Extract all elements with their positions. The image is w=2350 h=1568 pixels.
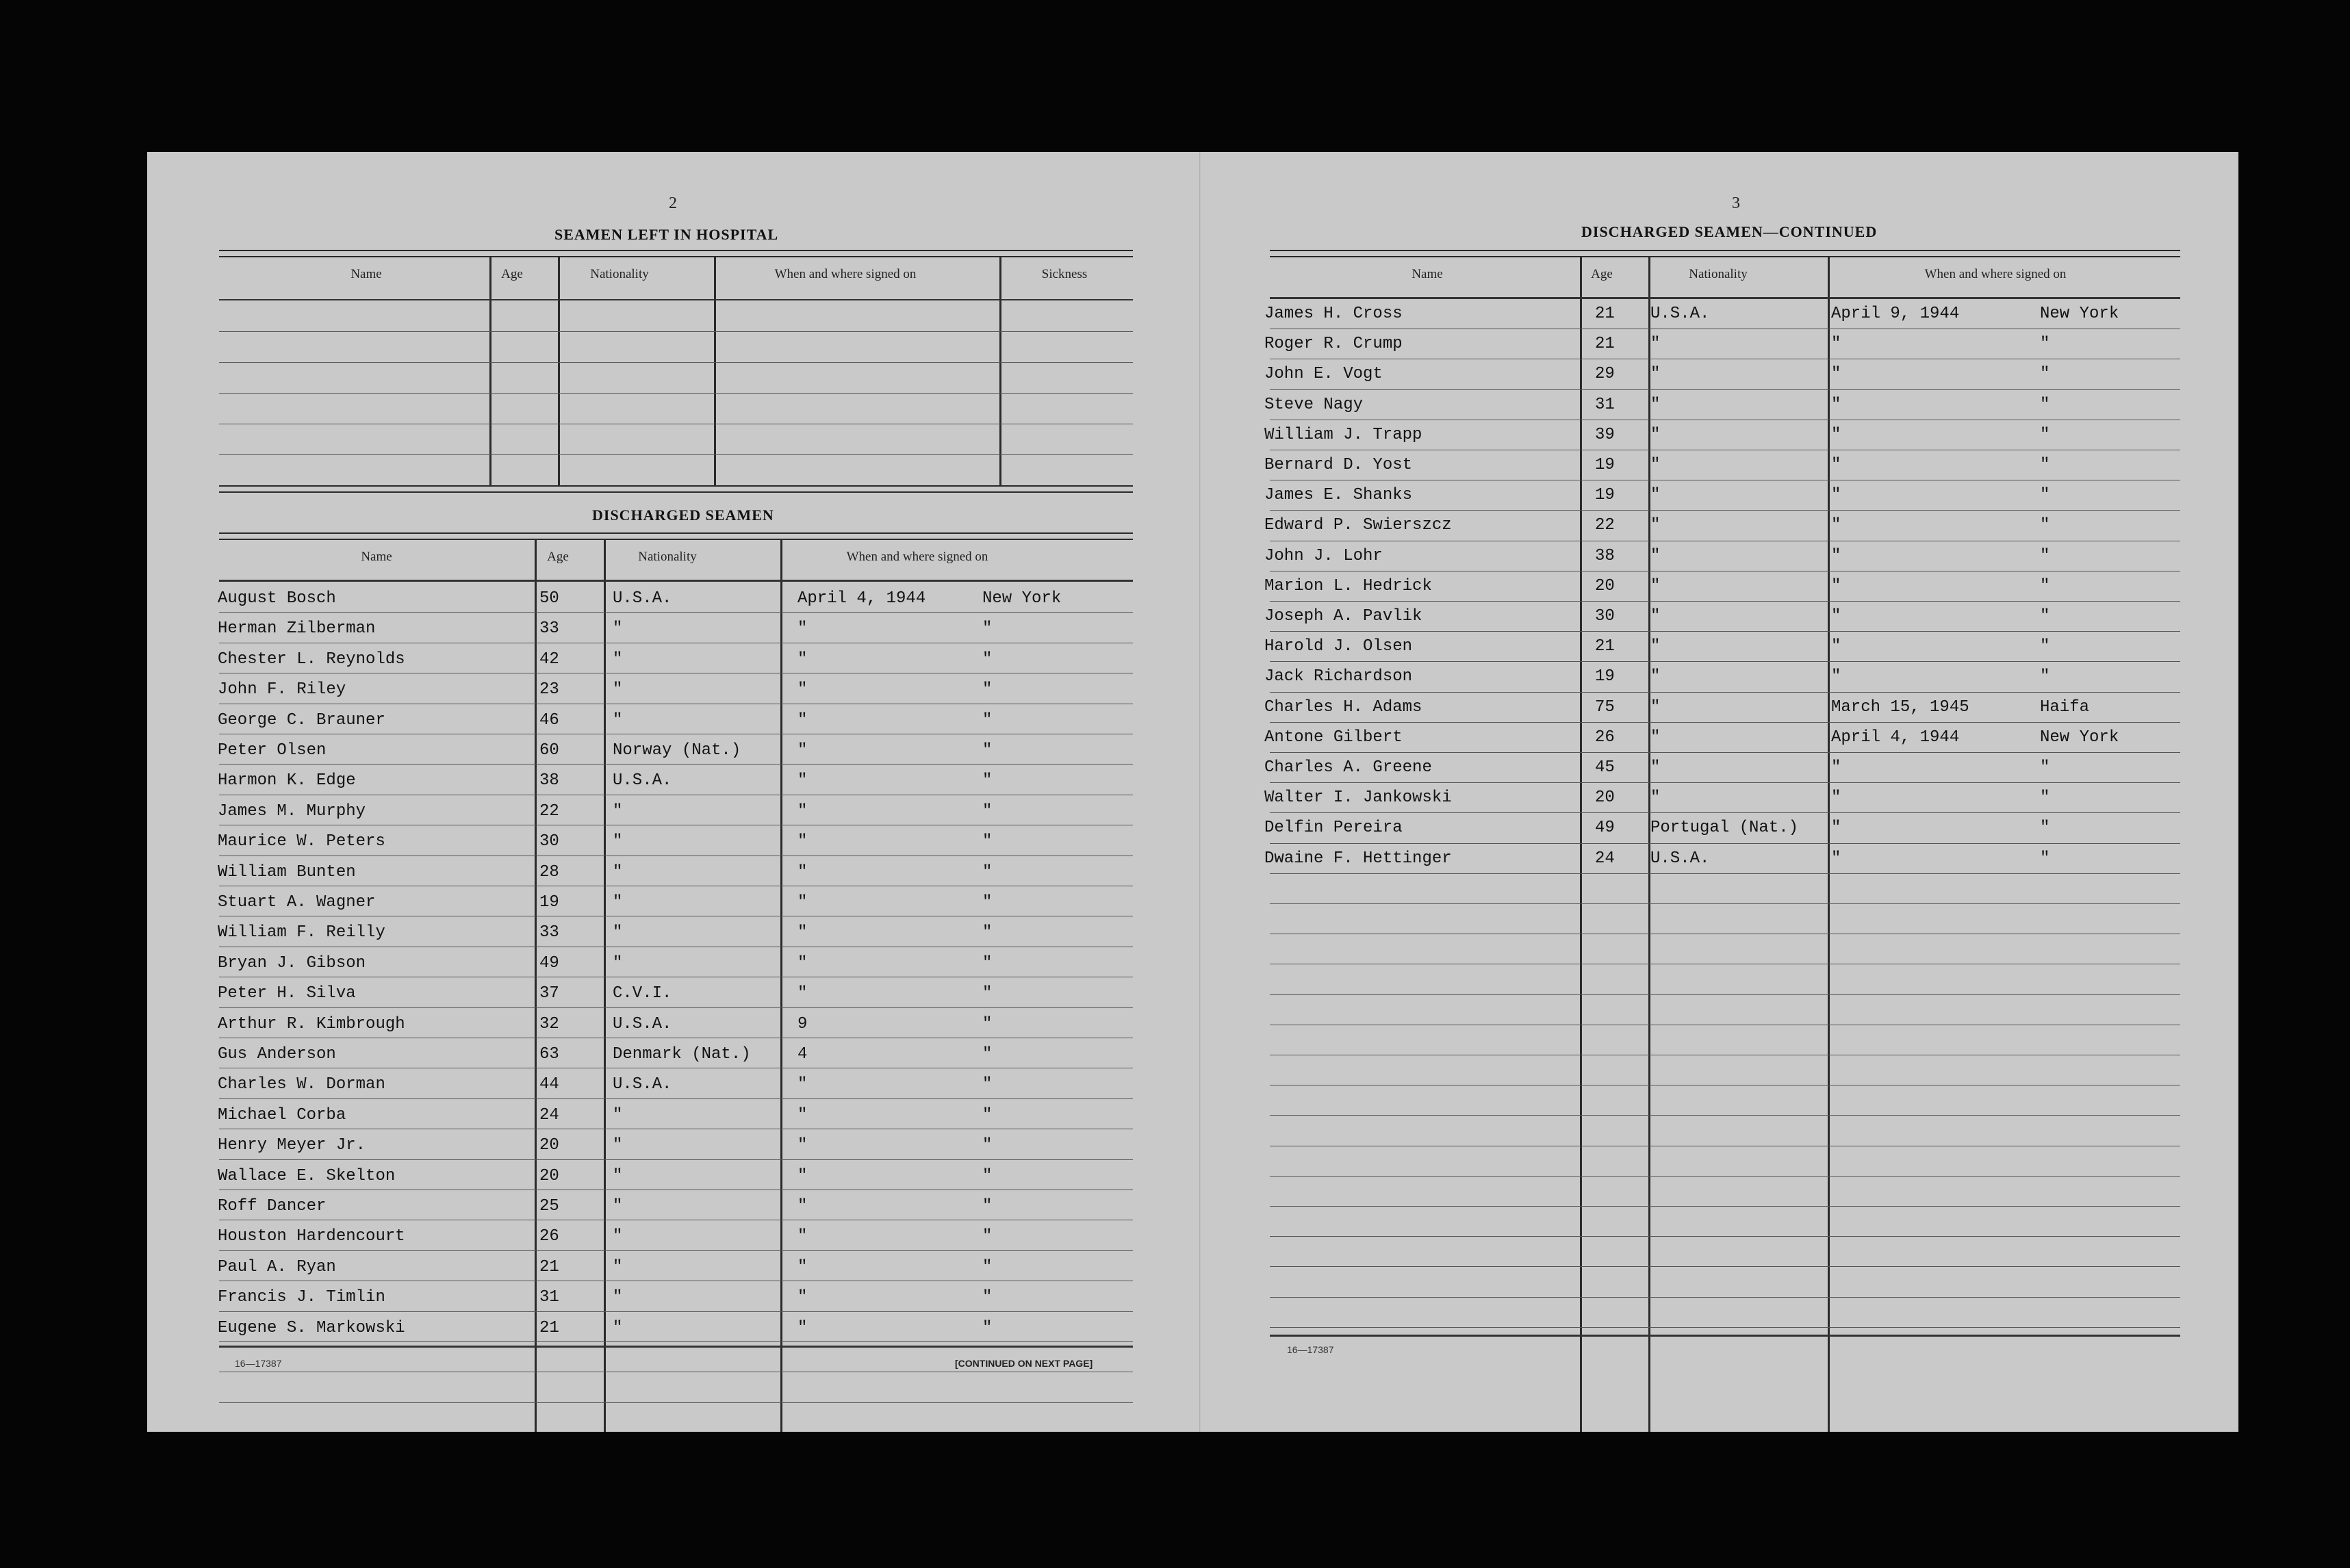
row-line	[1270, 510, 2180, 511]
seaman-name: Charles H. Adams	[1264, 697, 1422, 717]
row-line	[1270, 782, 2180, 783]
seaman-age: 19	[1595, 667, 1615, 686]
header-underline	[219, 299, 1133, 300]
seaman-nationality: "	[1650, 335, 1661, 354]
signed-on-place: "	[982, 1075, 993, 1094]
signed-on-date: April 4, 1944	[797, 589, 926, 608]
signed-on-date: 4	[797, 1045, 808, 1064]
seaman-nationality: "	[613, 832, 623, 851]
signed-on-date: "	[797, 984, 808, 1003]
signed-on-place: "	[2040, 849, 2050, 868]
seaman-nationality: Portugal (Nat.)	[1650, 819, 1799, 838]
signed-on-date: "	[797, 1105, 808, 1124]
signed-on-place: "	[982, 893, 993, 912]
page-number: 2	[669, 194, 677, 212]
seaman-age: 38	[1595, 546, 1615, 565]
seaman-age: 49	[539, 953, 559, 973]
seaman-name: Bernard D. Yost	[1264, 456, 1413, 474]
column-header-age: Age	[547, 550, 569, 564]
seaman-nationality: "	[613, 1318, 623, 1337]
seaman-nationality: U.S.A.	[613, 589, 672, 608]
row-line	[1270, 1206, 2180, 1207]
page-number: 3	[1732, 194, 1740, 212]
seaman-nationality: "	[613, 1288, 623, 1307]
seaman-name: Jack Richardson	[1264, 667, 1413, 686]
seaman-age: 44	[539, 1075, 559, 1094]
seaman-age: 21	[1595, 637, 1615, 656]
signed-on-date: "	[1831, 819, 1841, 838]
column-header-name: Name	[350, 267, 382, 281]
column-divider	[558, 256, 560, 485]
seaman-name: Harold J. Olsen	[1264, 637, 1413, 656]
row-line	[1270, 1297, 2180, 1298]
seaman-name: Joseph A. Pavlik	[1264, 607, 1422, 626]
seaman-name: Herman Zilberman	[218, 619, 376, 639]
seaman-name: James M. Murphy	[218, 801, 366, 821]
seaman-age: 20	[1595, 788, 1615, 808]
row-line	[1270, 1115, 2180, 1116]
seaman-name: Gus Anderson	[218, 1045, 336, 1064]
section-rule	[219, 532, 1133, 540]
seaman-name: Bryan J. Gibson	[218, 953, 366, 973]
row-line	[219, 362, 1133, 363]
column-header-nationality: Nationality	[638, 550, 697, 564]
signed-on-date: "	[797, 650, 808, 669]
column-header-age: Age	[1591, 267, 1613, 281]
signed-on-place: "	[982, 984, 993, 1003]
seaman-name: Edward P. Swierszcz	[1264, 516, 1452, 535]
signed-on-place: "	[2040, 486, 2050, 505]
seaman-age: 60	[539, 741, 559, 760]
row-line	[219, 1159, 1133, 1160]
seaman-age: 46	[539, 710, 559, 730]
seaman-name: James H. Cross	[1264, 305, 1403, 323]
row-line	[1270, 873, 2180, 874]
seaman-name: August Bosch	[218, 589, 336, 608]
seaman-nationality: "	[613, 650, 623, 669]
row-line	[1270, 1176, 2180, 1177]
right-page	[1201, 152, 2238, 1432]
signed-on-date: "	[797, 953, 808, 973]
signed-on-date: "	[797, 741, 808, 760]
row-line	[219, 1098, 1133, 1099]
row-line	[1270, 1327, 2180, 1328]
seaman-age: 19	[1595, 456, 1615, 474]
row-line	[1270, 692, 2180, 693]
signed-on-place: "	[2040, 546, 2050, 565]
seaman-name: John J. Lohr	[1264, 546, 1383, 565]
row-line	[1270, 722, 2180, 723]
signed-on-date: "	[797, 832, 808, 851]
seaman-name: William F. Reilly	[218, 923, 385, 942]
seaman-name: Marion L. Hedrick	[1264, 576, 1432, 595]
signed-on-date: "	[1831, 395, 1841, 414]
row-line	[1270, 389, 2180, 390]
seaman-age: 20	[539, 1136, 559, 1155]
seaman-nationality: U.S.A.	[613, 771, 672, 791]
seaman-name: Wallace E. Skelton	[218, 1166, 396, 1185]
signed-on-date: April 4, 1944	[1831, 728, 1960, 747]
seaman-name: Harmon K. Edge	[218, 771, 356, 791]
seaman-name: Peter Olsen	[218, 741, 327, 760]
row-line	[219, 1341, 1133, 1342]
seaman-age: 50	[539, 589, 559, 608]
seaman-name: Francis J. Timlin	[218, 1288, 385, 1307]
seaman-age: 31	[539, 1288, 559, 1307]
seaman-age: 26	[539, 1227, 559, 1246]
seaman-age: 24	[539, 1105, 559, 1124]
signed-on-place: "	[982, 1136, 993, 1155]
row-line	[1270, 661, 2180, 662]
seaman-age: 22	[1595, 516, 1615, 535]
seaman-nationality: "	[1650, 425, 1661, 444]
row-line	[219, 1250, 1133, 1251]
seaman-name: Steve Nagy	[1264, 395, 1364, 414]
form-code: 16—17387	[235, 1358, 282, 1369]
signed-on-date: "	[1831, 788, 1841, 808]
seaman-nationality: "	[613, 862, 623, 882]
row-line	[1270, 601, 2180, 602]
signed-on-date: "	[1831, 486, 1841, 505]
signed-on-place: "	[2040, 667, 2050, 686]
signed-on-date: "	[1831, 425, 1841, 444]
signed-on-date: "	[797, 893, 808, 912]
seaman-nationality: "	[613, 1136, 623, 1155]
signed-on-date: "	[797, 710, 808, 730]
seaman-nationality: "	[613, 1105, 623, 1124]
column-header-signed-on: When and where signed on	[774, 267, 917, 281]
seaman-age: 32	[539, 1014, 559, 1033]
seaman-age: 45	[1595, 758, 1615, 777]
signed-on-place: "	[2040, 365, 2050, 384]
seaman-nationality: "	[613, 1227, 623, 1246]
signed-on-place: "	[2040, 456, 2050, 474]
seaman-name: Houston Hardencourt	[218, 1227, 405, 1246]
signed-on-place: "	[2040, 516, 2050, 535]
signed-on-date: "	[797, 801, 808, 821]
seaman-nationality: "	[1650, 516, 1661, 535]
seaman-nationality: "	[1650, 576, 1661, 595]
seaman-name: Dwaine F. Hettinger	[1264, 849, 1452, 868]
seaman-name: Roff Dancer	[218, 1197, 327, 1216]
signed-on-place: "	[982, 771, 993, 791]
seaman-nationality: U.S.A.	[1650, 849, 1710, 868]
row-line	[219, 1311, 1133, 1312]
signed-on-place: "	[2040, 819, 2050, 838]
seaman-nationality: "	[1650, 667, 1661, 686]
column-header-nationality: Nationality	[1689, 267, 1748, 281]
seaman-age: 26	[1595, 728, 1615, 747]
seaman-name: Roger R. Crump	[1264, 335, 1403, 354]
signed-on-place: "	[982, 1105, 993, 1124]
seaman-age: 22	[539, 801, 559, 821]
seaman-nationality: "	[613, 619, 623, 639]
signed-on-date: "	[1831, 576, 1841, 595]
column-divider	[1580, 256, 1582, 1432]
seaman-age: 31	[1595, 395, 1615, 414]
column-divider	[489, 256, 491, 485]
seaman-nationality: "	[1650, 758, 1661, 777]
row-line	[219, 1402, 1133, 1403]
signed-on-date: "	[1831, 637, 1841, 656]
signed-on-date: "	[797, 1257, 808, 1276]
signed-on-place: "	[2040, 607, 2050, 626]
signed-on-date: "	[797, 1227, 808, 1246]
signed-on-place: New York	[2040, 728, 2119, 747]
signed-on-date: "	[1831, 607, 1841, 626]
section-rule	[219, 485, 1133, 493]
seaman-age: 21	[539, 1257, 559, 1276]
signed-on-date: "	[797, 1288, 808, 1307]
row-line	[1270, 843, 2180, 844]
seaman-age: 19	[1595, 486, 1615, 505]
seaman-nationality: "	[613, 953, 623, 973]
form-code: 16—17387	[1287, 1344, 1334, 1355]
table-bottom-rule	[219, 1346, 1133, 1348]
row-line	[1270, 903, 2180, 904]
signed-on-date: "	[1831, 456, 1841, 474]
seaman-nationality: "	[613, 1166, 623, 1185]
seaman-nationality: "	[1650, 546, 1661, 565]
left-page	[147, 152, 1201, 1432]
seaman-name: Chester L. Reynolds	[218, 650, 405, 669]
signed-on-place: "	[982, 1288, 993, 1307]
seaman-name: Walter I. Jankowski	[1264, 788, 1452, 808]
signed-on-place: "	[982, 801, 993, 821]
row-line	[219, 612, 1133, 613]
seaman-nationality: C.V.I.	[613, 984, 672, 1003]
signed-on-place: "	[2040, 788, 2050, 808]
title-text: DISCHARGED SEAMEN—CONTINUED	[1581, 223, 1878, 240]
seaman-age: 28	[539, 862, 559, 882]
signed-on-place: "	[982, 953, 993, 973]
seaman-nationality: "	[613, 680, 623, 699]
seaman-nationality: U.S.A.	[1650, 305, 1710, 323]
seaman-age: 21	[539, 1318, 559, 1337]
row-line	[1270, 1236, 2180, 1237]
seaman-age: 23	[539, 680, 559, 699]
seaman-name: Eugene S. Markowski	[218, 1318, 405, 1337]
signed-on-place: "	[982, 741, 993, 760]
signed-on-place: "	[982, 1318, 993, 1337]
seaman-nationality: Norway (Nat.)	[613, 741, 741, 760]
header-underline	[1270, 297, 2180, 299]
seaman-age: 24	[1595, 849, 1615, 868]
seaman-name: William Bunten	[218, 862, 356, 882]
signed-on-date: "	[797, 1166, 808, 1185]
seaman-name: Henry Meyer Jr.	[218, 1136, 366, 1155]
row-line	[1270, 752, 2180, 753]
seaman-nationality: "	[1650, 395, 1661, 414]
seaman-name: John F. Riley	[218, 680, 346, 699]
signed-on-place: New York	[2040, 305, 2119, 323]
seaman-age: 33	[539, 923, 559, 942]
column-header-nationality: Nationality	[590, 267, 649, 281]
seaman-age: 21	[1595, 305, 1615, 323]
signed-on-place: "	[2040, 395, 2050, 414]
signed-on-date: March 15, 1945	[1831, 697, 1969, 717]
signed-on-date: "	[797, 771, 808, 791]
seaman-age: 49	[1595, 819, 1615, 838]
seaman-nationality: "	[1650, 788, 1661, 808]
signed-on-place: "	[982, 1227, 993, 1246]
seaman-nationality: "	[1650, 728, 1661, 747]
signed-on-place: "	[2040, 335, 2050, 354]
signed-on-place: "	[982, 832, 993, 851]
signed-on-place: "	[982, 923, 993, 942]
row-line	[219, 331, 1133, 332]
discharged-continued-title	[1581, 223, 1877, 241]
signed-on-place: "	[982, 680, 993, 699]
seaman-name: John E. Vogt	[1264, 365, 1383, 384]
column-header-name: Name	[1412, 267, 1443, 281]
column-header-age: Age	[501, 267, 523, 281]
row-line	[219, 393, 1133, 394]
seaman-nationality: U.S.A.	[613, 1014, 672, 1033]
column-divider	[999, 256, 1001, 485]
signed-on-date: "	[1831, 335, 1841, 354]
column-header-name: Name	[361, 550, 392, 564]
header-rule	[1270, 250, 2180, 257]
column-header-signed-on: When and where signed on	[1924, 267, 2067, 281]
header-rule	[219, 250, 1133, 257]
seaman-nationality: "	[1650, 637, 1661, 656]
seaman-name: Delfin Pereira	[1264, 819, 1403, 838]
signed-on-date: "	[797, 1197, 808, 1216]
seaman-name: William J. Trapp	[1264, 425, 1422, 444]
signed-on-date: "	[797, 1318, 808, 1337]
seaman-name: Maurice W. Peters	[218, 832, 385, 851]
seaman-name: James E. Shanks	[1264, 486, 1413, 505]
seaman-age: 30	[539, 832, 559, 851]
row-line	[1270, 994, 2180, 995]
signed-on-date: "	[1831, 758, 1841, 777]
signed-on-date: "	[797, 923, 808, 942]
hospital-section-title: SEAMEN LEFT IN HOSPITAL	[554, 226, 779, 243]
signed-on-date: "	[797, 1136, 808, 1155]
signed-on-place: New York	[982, 589, 1062, 608]
seaman-nationality: U.S.A.	[613, 1075, 672, 1094]
row-line	[1270, 812, 2180, 813]
seaman-nationality: "	[613, 710, 623, 730]
row-line	[219, 454, 1133, 455]
seaman-nationality: "	[613, 923, 623, 942]
seaman-age: 25	[539, 1197, 559, 1216]
seaman-age: 21	[1595, 335, 1615, 354]
header-underline	[219, 580, 1133, 582]
seaman-name: Peter H. Silva	[218, 984, 356, 1003]
signed-on-date: "	[797, 862, 808, 882]
seaman-nationality: "	[1650, 697, 1661, 717]
seaman-nationality: "	[1650, 456, 1661, 474]
signed-on-date: "	[1831, 516, 1841, 535]
signed-on-date: "	[1831, 365, 1841, 384]
seaman-name: Antone Gilbert	[1264, 728, 1403, 747]
signed-on-place: "	[2040, 576, 2050, 595]
seaman-age: 38	[539, 771, 559, 791]
signed-on-place: "	[982, 650, 993, 669]
signed-on-place: "	[2040, 425, 2050, 444]
seaman-age: 75	[1595, 697, 1615, 717]
signed-on-date: "	[797, 680, 808, 699]
seaman-nationality: "	[613, 1257, 623, 1276]
seaman-nationality: Denmark (Nat.)	[613, 1045, 751, 1064]
signed-on-place: Haifa	[2040, 697, 2090, 717]
signed-on-place: "	[982, 862, 993, 882]
seaman-nationality: "	[1650, 486, 1661, 505]
signed-on-date: "	[1831, 667, 1841, 686]
signed-on-place: "	[982, 1014, 993, 1033]
seaman-nationality: "	[1650, 607, 1661, 626]
signed-on-date: April 9, 1944	[1831, 305, 1960, 323]
row-line	[1270, 631, 2180, 632]
seaman-name: Arthur R. Kimbrough	[218, 1014, 405, 1033]
seaman-name: Michael Corba	[218, 1105, 346, 1124]
seaman-age: 19	[539, 893, 559, 912]
signed-on-place: "	[2040, 637, 2050, 656]
seaman-nationality: "	[613, 801, 623, 821]
seaman-age: 29	[1595, 365, 1615, 384]
column-header-signed-on: When and where signed on	[846, 550, 988, 564]
seaman-age: 42	[539, 650, 559, 669]
signed-on-place: "	[982, 1257, 993, 1276]
row-line	[1270, 1266, 2180, 1267]
seaman-age: 33	[539, 619, 559, 639]
seaman-name: Charles W. Dorman	[218, 1075, 385, 1094]
signed-on-place: "	[982, 1197, 993, 1216]
seaman-name: Stuart A. Wagner	[218, 893, 376, 912]
signed-on-date: "	[797, 1075, 808, 1094]
seaman-age: 39	[1595, 425, 1615, 444]
signed-on-date: "	[1831, 546, 1841, 565]
signed-on-place: "	[982, 710, 993, 730]
row-line	[219, 1007, 1133, 1008]
seaman-nationality: "	[613, 893, 623, 912]
discharged-section-title: DISCHARGED SEAMEN	[592, 506, 774, 524]
seaman-name: George C. Brauner	[218, 710, 385, 730]
seaman-nationality: "	[613, 1197, 623, 1216]
signed-on-place: "	[982, 1045, 993, 1064]
seaman-age: 63	[539, 1045, 559, 1064]
signed-on-place: "	[982, 619, 993, 639]
signed-on-date: "	[1831, 849, 1841, 868]
table-bottom-rule	[1270, 1335, 2180, 1337]
signed-on-place: "	[982, 1166, 993, 1185]
seaman-name: Charles A. Greene	[1264, 758, 1432, 777]
seaman-age: 20	[1595, 576, 1615, 595]
signed-on-date: "	[797, 619, 808, 639]
continued-note: [CONTINUED ON NEXT PAGE]	[955, 1358, 1093, 1369]
seaman-age: 30	[1595, 607, 1615, 626]
seaman-nationality: "	[1650, 365, 1661, 384]
signed-on-place: "	[2040, 758, 2050, 777]
column-header-sickness: Sickness	[1041, 267, 1088, 281]
seaman-name: Paul A. Ryan	[218, 1257, 336, 1276]
seaman-age: 37	[539, 984, 559, 1003]
seaman-age: 20	[539, 1166, 559, 1185]
column-divider	[714, 256, 716, 485]
signed-on-date: 9	[797, 1014, 808, 1033]
column-divider	[1828, 256, 1830, 1432]
